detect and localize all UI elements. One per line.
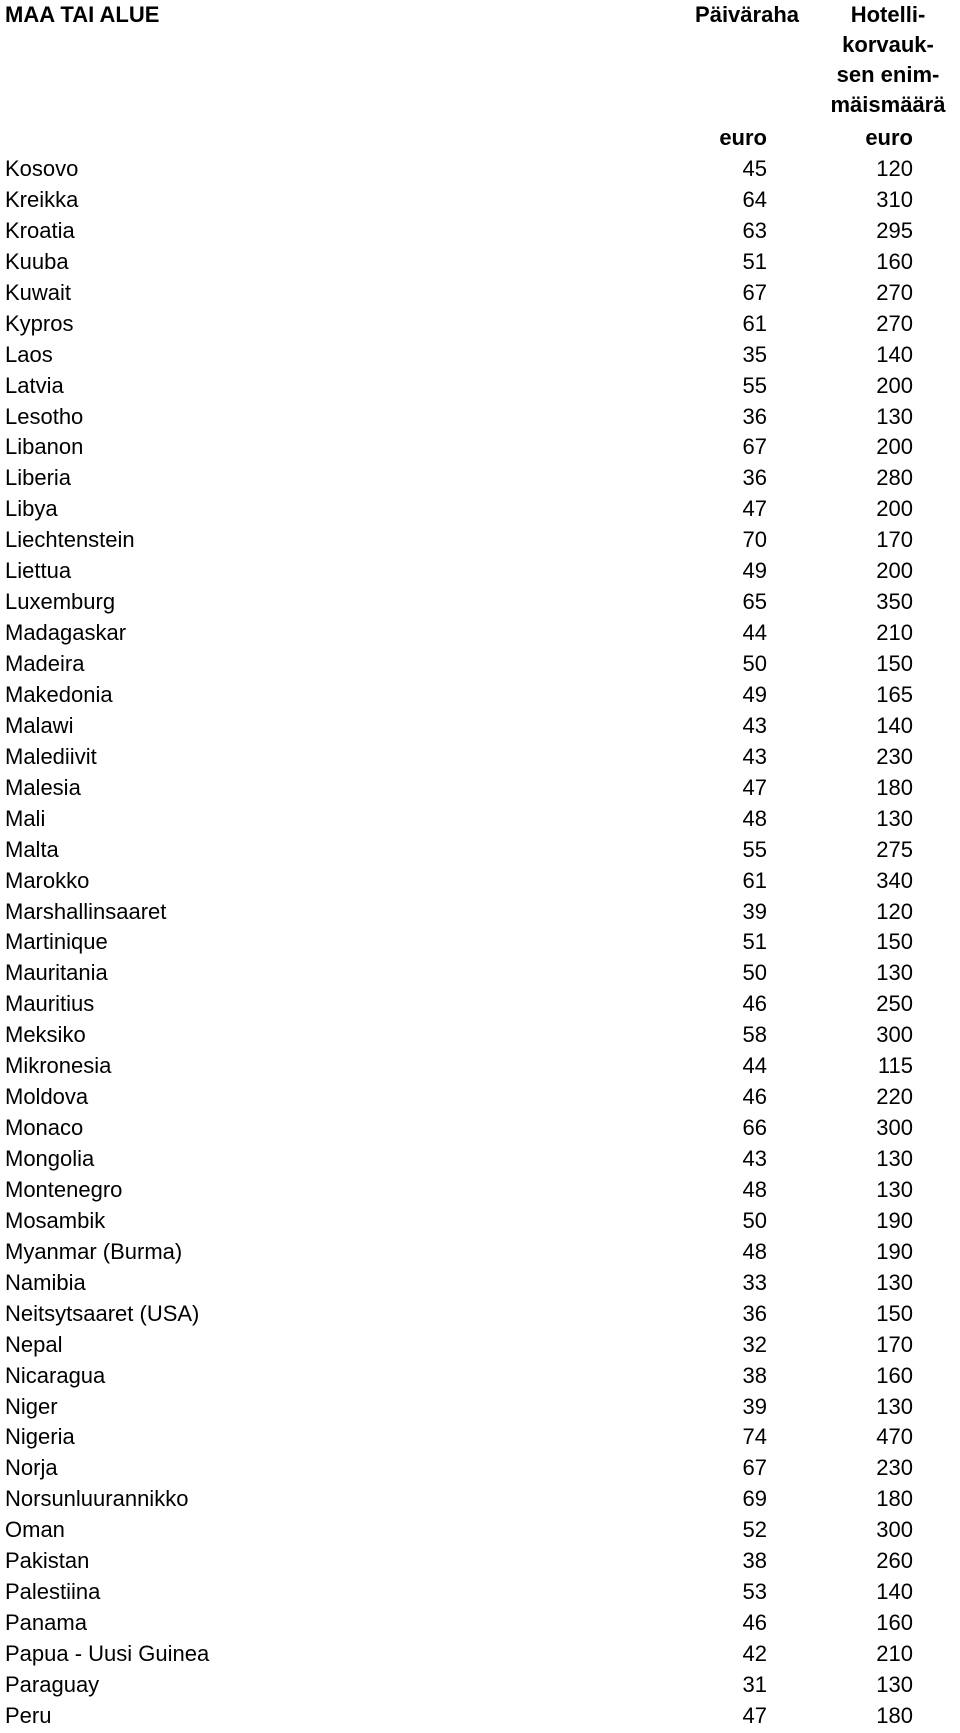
hotel-max-cell: 130 [876, 805, 913, 831]
per-diem-cell: 35 [742, 341, 767, 367]
per-diem-cell: 63 [742, 217, 767, 243]
table-row [0, 804, 960, 835]
country-name-cell: Namibia [5, 1269, 86, 1295]
per-diem-cell: 65 [742, 589, 767, 615]
country-name-cell: Malawi [5, 712, 74, 738]
country-name-cell: Kroatia [5, 217, 75, 243]
country-name-cell: Niger [5, 1393, 58, 1419]
table-row [0, 1144, 960, 1175]
per-diem-unit-label: euro [719, 125, 767, 150]
per-diem-cell: 36 [742, 1300, 767, 1326]
hotel-max-cell: 150 [876, 929, 913, 955]
per-diem-cell: 49 [742, 558, 767, 584]
country-name-cell: Panama [5, 1610, 87, 1636]
per-diem-cell: 39 [742, 898, 767, 924]
table-row [0, 1020, 960, 1051]
table-row [0, 618, 960, 649]
table-row [0, 1484, 960, 1515]
table-row [0, 340, 960, 371]
table-row [0, 1051, 960, 1082]
hotel-max-cell: 300 [876, 1115, 913, 1141]
country-name-cell: Malta [5, 836, 59, 862]
country-name-cell: Meksiko [5, 1022, 86, 1048]
table-row [0, 1577, 960, 1608]
table-row [0, 371, 960, 402]
per-diem-cell: 31 [742, 1671, 767, 1697]
table-row [0, 649, 960, 680]
hotel-unit-label: euro [865, 125, 913, 150]
hotel-max-cell: 160 [876, 1362, 913, 1388]
country-name-cell: Luxemburg [5, 589, 116, 615]
table-row [0, 1422, 960, 1453]
table-row [0, 1268, 960, 1299]
hotel-max-cell: 220 [876, 1084, 913, 1110]
hotel-header-line: mäismäärä [830, 92, 946, 117]
hotel-max-cell: 200 [876, 434, 913, 460]
per-diem-cell: 33 [742, 1269, 767, 1295]
country-name-cell: Latvia [5, 372, 64, 398]
hotel-column-header [818, 0, 958, 120]
per-diem-cell: 39 [742, 1393, 767, 1419]
per-diem-cell: 50 [742, 960, 767, 986]
hotel-max-cell: 150 [876, 1300, 913, 1326]
table-row [0, 1330, 960, 1361]
per-diem-cell: 43 [742, 743, 767, 769]
country-name-cell: Palestiina [5, 1579, 101, 1605]
country-name-cell: Kypros [5, 310, 74, 336]
hotel-max-cell: 165 [876, 681, 913, 707]
table-row [0, 1701, 960, 1732]
country-name-cell: Pakistan [5, 1548, 90, 1574]
hotel-max-cell: 130 [876, 960, 913, 986]
table-row [0, 958, 960, 989]
country-name-cell: Paraguay [5, 1671, 100, 1697]
country-name-cell: Papua - Uusi Guinea [5, 1641, 210, 1666]
country-name-cell: Nepal [5, 1331, 63, 1357]
country-name-cell: Laos [5, 341, 53, 367]
per-diem-cell: 58 [742, 1022, 767, 1048]
table-header [0, 0, 960, 154]
per-diem-cell: 55 [742, 836, 767, 862]
per-diem-cell: 36 [742, 403, 767, 429]
country-name-cell: Liechtenstein [5, 527, 135, 553]
table-row [0, 1206, 960, 1237]
per-diem-cell: 46 [742, 1084, 767, 1110]
hotel-max-cell: 295 [876, 217, 913, 243]
hotel-max-cell: 210 [876, 620, 913, 646]
table-row [0, 402, 960, 433]
per-diem-cell: 61 [742, 867, 767, 893]
hotel-max-cell: 350 [876, 589, 913, 615]
hotel-max-cell: 170 [876, 1331, 913, 1357]
hotel-max-cell: 130 [876, 403, 913, 429]
per-diem-cell: 43 [742, 1146, 767, 1171]
table-row [0, 1546, 960, 1577]
hotel-max-cell: 180 [876, 774, 913, 800]
table-row [0, 1361, 960, 1392]
per-diem-cell: 61 [742, 310, 767, 336]
country-name-cell: Myanmar (Burma) [5, 1238, 183, 1264]
per-diem-cell: 44 [742, 1053, 767, 1079]
table-row [0, 1237, 960, 1268]
hotel-max-cell: 120 [876, 898, 913, 924]
hotel-max-cell: 230 [876, 743, 913, 769]
per-diem-cell: 47 [742, 1702, 767, 1728]
country-name-cell: Lesotho [5, 403, 84, 429]
country-name-cell: Malesia [5, 774, 81, 800]
table-row [0, 866, 960, 897]
per-diem-cell: 66 [742, 1115, 767, 1141]
per-diem-cell: 38 [742, 1548, 767, 1574]
country-column-header: MAA TAI ALUE [5, 2, 160, 27]
country-name-cell: Madeira [5, 651, 85, 676]
per-diem-cell: 42 [742, 1641, 767, 1666]
hotel-max-cell: 130 [876, 1146, 913, 1171]
hotel-max-cell: 190 [876, 1207, 913, 1233]
country-name-cell: Oman [5, 1517, 65, 1543]
country-name-cell: Madagaskar [5, 620, 127, 646]
per-diem-cell: 74 [742, 1424, 767, 1450]
country-name-cell: Mali [5, 805, 46, 831]
hotel-max-cell: 115 [877, 1053, 913, 1079]
hotel-max-cell: 180 [876, 1702, 913, 1728]
country-name-cell: Peru [5, 1702, 52, 1728]
hotel-max-cell: 300 [876, 1022, 913, 1048]
per-diem-cell: 36 [742, 465, 767, 491]
country-name-cell: Makedonia [5, 681, 113, 707]
hotel-max-cell: 300 [876, 1517, 913, 1543]
hotel-max-cell: 270 [876, 279, 913, 305]
table-row [0, 1299, 960, 1330]
per-diem-cell: 70 [742, 527, 767, 553]
hotel-max-cell: 250 [876, 991, 913, 1017]
table-row [0, 432, 960, 463]
hotel-max-cell: 280 [876, 465, 913, 491]
table-row [0, 494, 960, 525]
table-row [0, 1175, 960, 1206]
hotel-max-cell: 340 [876, 867, 913, 893]
hotel-max-cell: 130 [876, 1269, 913, 1295]
table-row [0, 742, 960, 773]
per-diem-cell: 46 [742, 991, 767, 1017]
table-row [0, 463, 960, 494]
hotel-max-cell: 130 [876, 1671, 913, 1697]
per-diem-cell: 44 [742, 620, 767, 646]
country-name-cell: Malediivit [5, 743, 97, 769]
country-name-cell: Liberia [5, 465, 72, 491]
country-name-cell: Kreikka [5, 186, 79, 212]
country-name-cell: Norja [5, 1455, 58, 1481]
table-row [0, 247, 960, 278]
per-diem-cell: 50 [742, 651, 767, 676]
per-diem-cell: 48 [742, 1176, 767, 1202]
table-row [0, 897, 960, 928]
country-name-cell: Mauritius [5, 991, 95, 1017]
per-diem-cell: 45 [742, 156, 767, 181]
country-name-cell: Neitsytsaaret (USA) [5, 1300, 200, 1326]
per-diem-cell: 53 [742, 1579, 767, 1605]
hotel-max-cell: 200 [876, 496, 913, 522]
country-name-cell: Libya [5, 496, 58, 522]
country-name-cell: Kuwait [5, 279, 72, 305]
per-diem-cell: 43 [742, 712, 767, 738]
per-diem-cell: 55 [742, 372, 767, 398]
hotel-max-cell: 130 [876, 1393, 913, 1419]
table-row [0, 185, 960, 216]
hotel-max-cell: 230 [876, 1455, 913, 1481]
per-diem-cell: 69 [742, 1486, 767, 1512]
per-diem-cell: 50 [742, 1207, 767, 1233]
country-name-cell: Nigeria [5, 1424, 75, 1450]
hotel-max-cell: 160 [876, 248, 913, 274]
country-name-cell: Montenegro [5, 1176, 123, 1202]
hotel-max-cell: 140 [876, 341, 913, 367]
country-name-cell: Norsunluurannikko [5, 1486, 189, 1512]
country-name-cell: Mauritania [5, 960, 108, 986]
country-name-cell: Moldova [5, 1084, 89, 1110]
hotel-header-line: korvauk- [842, 32, 934, 57]
hotel-max-cell: 270 [876, 310, 913, 336]
hotel-max-cell: 140 [876, 1579, 913, 1605]
per-diem-column-header: Päiväraha [695, 2, 799, 27]
hotel-max-cell: 180 [876, 1486, 913, 1512]
hotel-max-cell: 140 [876, 712, 913, 738]
hotel-header-line: sen enim- [836, 62, 940, 87]
table-row [0, 278, 960, 309]
table-row [0, 680, 960, 711]
per-diem-cell: 67 [742, 279, 767, 305]
table-row [0, 711, 960, 742]
table-row [0, 587, 960, 618]
table-row [0, 1670, 960, 1701]
per-diem-cell: 49 [742, 681, 767, 707]
hotel-max-cell: 200 [876, 372, 913, 398]
hotel-max-cell: 470 [876, 1424, 913, 1450]
hotel-max-cell: 170 [876, 527, 913, 553]
country-name-cell: Libanon [5, 434, 84, 460]
per-diem-cell: 51 [742, 929, 767, 955]
hotel-max-cell: 260 [876, 1548, 913, 1574]
table-row [0, 556, 960, 587]
country-name-cell: Mikronesia [5, 1053, 112, 1079]
table-row [0, 1639, 960, 1670]
hotel-max-cell: 120 [876, 156, 913, 181]
table-row [0, 1113, 960, 1144]
hotel-max-cell: 200 [876, 558, 913, 584]
table-row [0, 525, 960, 556]
per-diem-cell: 52 [742, 1517, 767, 1543]
country-name-cell: Liettua [5, 558, 72, 584]
per-diem-cell: 32 [742, 1331, 767, 1357]
per-diem-cell: 47 [742, 774, 767, 800]
hotel-max-cell: 190 [876, 1238, 913, 1264]
table-row [0, 216, 960, 247]
per-diem-cell: 67 [742, 434, 767, 460]
table-row [0, 154, 960, 185]
per-diem-cell: 48 [742, 1238, 767, 1264]
table-row [0, 989, 960, 1020]
country-name-cell: Kosovo [5, 156, 79, 181]
table-row [0, 927, 960, 958]
country-name-cell: Martinique [5, 929, 108, 955]
table-row [0, 1453, 960, 1484]
table-row [0, 835, 960, 866]
hotel-header-line: Hotelli- [850, 2, 926, 27]
hotel-max-cell: 275 [876, 836, 913, 862]
country-name-cell: Marshallinsaaret [5, 898, 167, 924]
table-row [0, 309, 960, 340]
table-row [0, 773, 960, 804]
hotel-max-cell: 160 [876, 1610, 913, 1636]
country-name-cell: Monaco [5, 1115, 84, 1141]
hotel-max-cell: 210 [876, 1641, 913, 1666]
per-diem-cell: 64 [742, 186, 767, 212]
table-row [0, 1608, 960, 1639]
table-body [0, 154, 960, 1732]
country-name-cell: Mongolia [5, 1146, 95, 1171]
hotel-max-cell: 150 [876, 651, 913, 676]
country-name-cell: Kuuba [5, 248, 69, 274]
table-row [0, 1082, 960, 1113]
table-row [0, 1392, 960, 1423]
per-diem-cell: 48 [742, 805, 767, 831]
per-diem-cell: 47 [742, 496, 767, 522]
country-name-cell: Nicaragua [5, 1362, 106, 1388]
per-diem-cell: 67 [742, 1455, 767, 1481]
per-diem-cell: 38 [742, 1362, 767, 1388]
per-diem-cell: 51 [742, 248, 767, 274]
per-diem-cell: 46 [742, 1610, 767, 1636]
country-name-cell: Mosambik [5, 1207, 106, 1233]
country-name-cell: Marokko [5, 867, 90, 893]
hotel-max-cell: 130 [876, 1176, 913, 1202]
hotel-max-cell: 310 [876, 186, 913, 212]
table-row [0, 1515, 960, 1546]
